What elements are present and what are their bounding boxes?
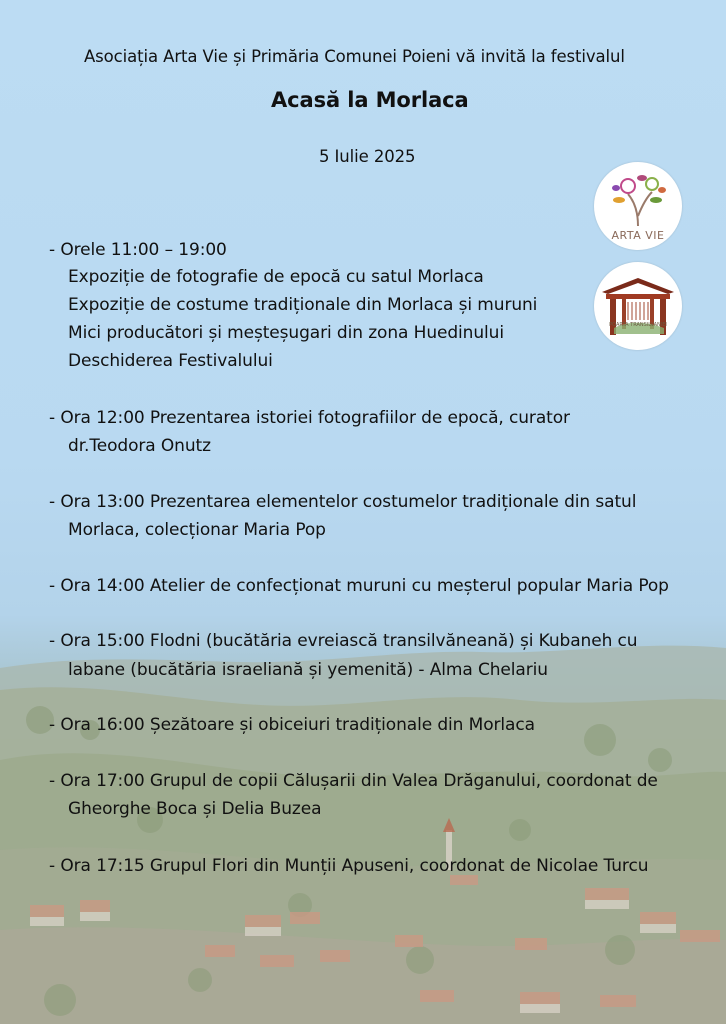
program-line: dr.Teodora Onutz	[68, 436, 211, 456]
arta-vie-logo-text: ARTA VIE	[611, 229, 665, 242]
festival-title: Acasă la Morlaca	[271, 88, 469, 112]
program-line: Expoziție de fotografie de epocă cu satul Morlaca	[68, 267, 484, 287]
program-line: Deschiderea Festivalului	[68, 351, 273, 371]
program-line: Gheorghe Boca și Delia Buzea	[68, 799, 322, 819]
poarta-logo-text: POARTA TRANSILVANIEI	[609, 322, 667, 328]
invitation-line: Asociația Arta Vie și Primăria Comunei Poieni vă invită la festivalul	[84, 47, 625, 66]
program-line: Expoziție de costume tradiționale din Morlaca și muruni	[68, 295, 538, 315]
program-line: - Ora 16:00 Șezătoare și obiceiuri tradiționale din Morlaca	[49, 715, 535, 735]
program-line: - Ora 17:15 Grupul Flori din Munții Apuseni, coordonat de Nicolae Turcu	[49, 856, 649, 876]
program-line: Mici producători și meșteșugari din zona Huedinului	[68, 323, 504, 343]
program-line: - Ora 13:00 Prezentarea elementelor costumelor tradiționale din satul	[49, 492, 637, 512]
program-line: - Orele 11:00 – 19:00	[49, 240, 227, 260]
program-line: - Ora 15:00 Flodni (bucătăria evreiască transilvăneană) și Kubaneh cu	[49, 631, 638, 651]
festival-date: 5 Iulie 2025	[319, 147, 416, 166]
program-line: Morlaca, colecționar Maria Pop	[68, 520, 326, 540]
program-line: - Ora 17:00 Grupul de copii Călușarii din Valea Drăganului, coordonat de	[49, 771, 658, 791]
program-line: labane (bucătăria israeliană și yemenită) - Alma Chelariu	[68, 660, 548, 680]
program-line: - Ora 12:00 Prezentarea istoriei fotografiilor de epocă, curator	[49, 408, 570, 428]
program-line: - Ora 14:00 Atelier de confecționat muruni cu meșterul popular Maria Pop	[49, 576, 669, 596]
